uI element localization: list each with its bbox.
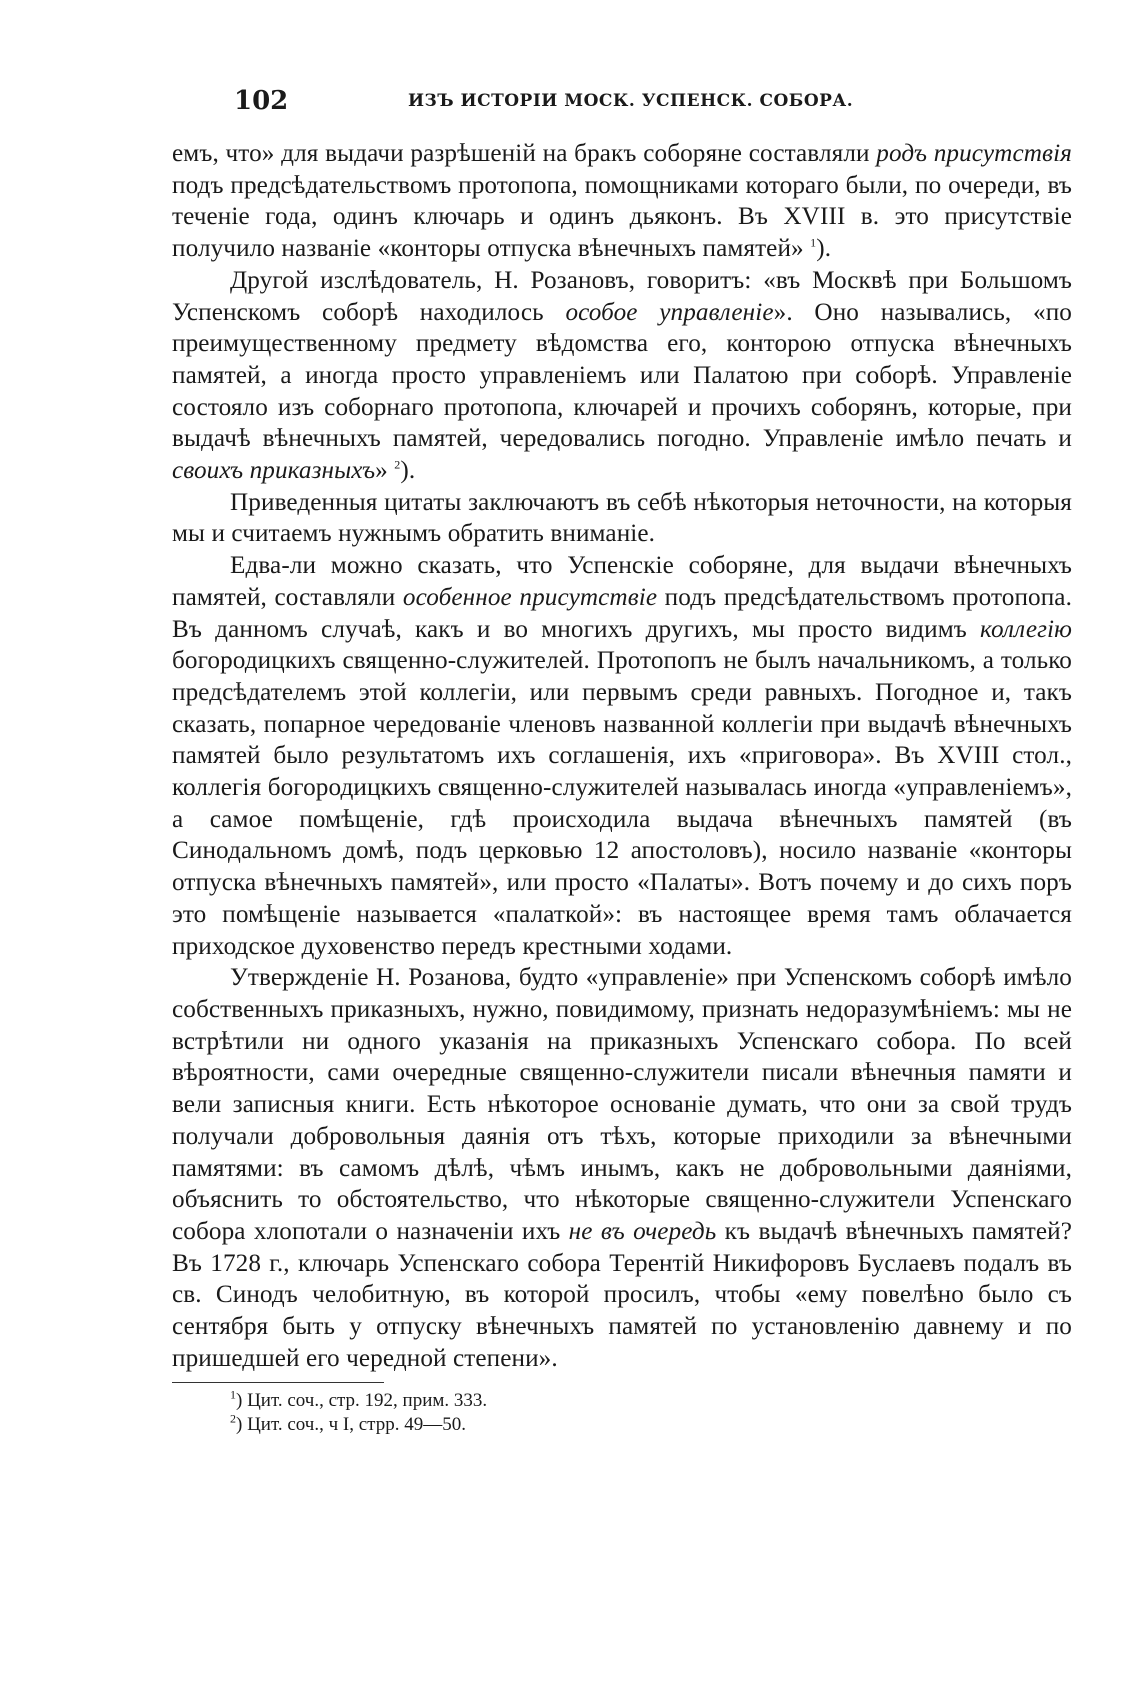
paragraph-4: Едва-ли можно сказать, что Успенскіе соборяне, для выдачи вѣнечныхъ памятей, составляли особенное присутствіе подъ предсѣдательствомъ протопопа. Въ данномъ случаѣ, какъ и во многихъ другихъ, мы просто видимъ коллегію богородицкихъ священно-служителей. Протопопъ не былъ начальникомъ, а только предсѣдателемъ этой коллегіи, или первымъ среди равныхъ. Погодное и, такъ сказать, попарное чередованіе членовъ названной коллегіи при выдачѣ вѣнечныхъ памятей было результатомъ ихъ соглашенія, ихъ «приговора». Въ XVIII стол., коллегія богородицкихъ священно-служителей называлась иногда «управленіемъ», а самое помѣщеніе, гдѣ происходила выдача вѣнечныхъ памятей (въ Синодальномъ домѣ, подъ церковью 12 апостоловъ), носило названіе «конторы отпуска вѣнечныхъ памятей», или просто «Палаты». Вотъ почему и до сихъ поръ это помѣщеніе называется «палаткой»: въ настоящее время тамъ облачается приходское духовенство передъ крестными ходами. — [172, 552, 1072, 960]
footnote-1: $^1$) Цит. соч., стр. 192, прим. 333. — [230, 1388, 488, 1412]
paragraph-1: емъ, что» для выдачи разрѣшеній на бракъ соборяне составляли родъ присутствія подъ предсѣдательствомъ протопопа, помощниками котораго были, по очереди, въ теченіе года, одинъ ключарь и одинъ дьяконъ. Въ XVIII в. это присутствіе получило названіе «конторы отпуска вѣнечныхъ памятей» $^1$). — [172, 140, 1072, 263]
paragraph-2: Другой изслѣдователь, Н. Розановъ, говоритъ: «въ Москвѣ при Большомъ Успенскомъ соборѣ находилось особое управленіе». Оно назывались, «по преимущественному предмету вѣдомства его, конторою отпуска вѣнечныхъ памятей, а иногда просто управленіемъ или Палатою при соборѣ. Управленіе состояло изъ соборнаго протопопа, ключарей и прочихъ соборянъ, которые, при выдачѣ вѣнечныхъ памятей, чередовались погодно. Управленіе имѣло печать и своихъ приказныхъ» $^2$). — [172, 266, 1072, 485]
paragraph-5: Утвержденіе Н. Розанова, будто «управленіе» при Успенскомъ соборѣ имѣло собственныхъ приказныхъ, нужно, повидимому, признать недоразумѣніемъ: мы не встрѣтили ни одного указанія на приказныхъ Успенскаго собора. По всей вѣроятности, сами очередные священно-служители писали вѣнечныя памяти и вели записныя книги. Есть нѣкоторое основаніе думать, что они за свой трудъ получали добровольныя даянія отъ тѣхъ, которые приходили за вѣнечными памятями: въ самомъ дѣлѣ, чѣмъ инымъ, какъ не добровольными даяніями, объяснить то обстоятельство, что нѣкоторые священно-служители Успенскаго собора хлопотали о назначеніи ихъ не въ очередь къ выдачѣ вѣнечныхъ памятей? Въ 1728 г., ключарь Успенскаго собора Терентій Никифоровъ Буслаевъ подалъ въ св. Синодъ челобитную, въ которой просилъ, чтобы «ему повелѣно было съ сентября быть у отпуску вѣнечныхъ памятей по установленію давнему и по пришедшей его чередной степени». — [172, 964, 1072, 1372]
footnote-divider — [172, 1382, 384, 1383]
footnote-ref-2[interactable]: 2 — [394, 457, 401, 472]
footnotes — [172, 1389, 1072, 1437]
body-text — [172, 138, 1072, 1374]
footnote-ref-1[interactable]: 1 — [810, 235, 817, 250]
running-title: ИЗЪ ИСТОРІИ МОСК. УСПЕНСК. СОБОРА. — [408, 91, 854, 111]
page-number: 102 — [234, 86, 289, 116]
page — [172, 86, 1072, 1437]
paragraph-3: Приведенныя цитаты заключаютъ въ себѣ нѣкоторыя неточности, на которыя мы и считаемъ нужнымъ обратить вниманіе. — [172, 488, 1072, 548]
footnote-2: $^2$) Цит. соч., ч I, стрр. 49—50. — [230, 1412, 466, 1436]
running-head — [172, 86, 1072, 128]
